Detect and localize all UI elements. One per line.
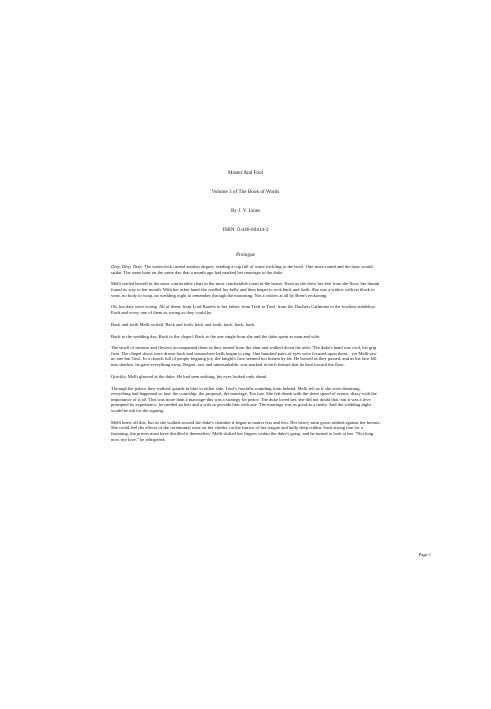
- book-title: Master And Fool: [227, 170, 264, 176]
- isbn-line: ISBN: 0-446-60414-3: [222, 227, 269, 233]
- front-matter: [0, 170, 491, 271]
- paragraph-text: Melli knew all this, but as she walked toward the duke's chamber it began to matter less and less. Her heavy satin gown rubbed against her breasts. She could feel the effects of the ceremonial wine on her cheeks, on the furrow of her tongue and belly deep within. Such strong fare for a fastening, the priests must have distilled it themselves. Melli shifted her fingers within the duke's grasp, and he turned to look at her. "Not long now, my love," he whispered.: [111, 419, 381, 442]
- paragraph-text: Oh, but they were wrong. All of them: from Lord Baralis to her father, from Traff to Tawl, from the Duchess Catherine to the lowliest stableboy. Each and every one of them as wrong as they could be.: [111, 304, 376, 315]
- paragraph: [111, 304, 381, 315]
- paragraph: [111, 264, 381, 275]
- paragraph: [111, 386, 381, 414]
- paragraph-text: Back to the wedding day. Back to the chapel. Back to the one single hour she and the duke spent as man and wife.: [111, 333, 321, 339]
- paragraph: [111, 345, 381, 367]
- paragraph: [111, 334, 381, 340]
- paragraph: [111, 281, 381, 298]
- author-line: By J. V. Jones: [230, 208, 261, 214]
- body-text: [111, 264, 381, 448]
- paragraph-text: The smell of incense and flowers accompanied them as they turned from the altar and walked down the aisle. The duke's hand was cool, his grip firm. The chapel doors were drawn back and somewhere bells began to ring. One hundred pairs of eyes were focused upon them, , yet Melli saw no one but Tawl. In a church full of people feigning joy, the knight's face seemed too honest by far. He bowed as they passed, and as his face fell into shadow, he gave everything away. Regret, raw and unmistakable, was marked in each feature that he bent toward the floor.: [111, 345, 377, 368]
- paragraph-text: Through the palace they walked, guards in blue to either side, Tawl's footfalls sounding from behind. Melli felt as if she were dreaming, everything had happened so fast: the courtship, the proposal, the marriage. Too fast. She felt drunk with the sheer speed of events, dizzy with the importance of it all. This was more than a marriage-this was a strategy for peace. The duke loved her, she did not doubt that, but it was a love prompted by expediency: he needed an heir and a wife to provide him with one. The marriage was as good as a treaty. And the wedding night would be ink for the signing.: [111, 385, 377, 413]
- paragraph-text: Melli settled herself in the most comfortable chair in the most comfortable room in the house. Even as she drew her feet from the floor, her thumb found its way to her mouth. With her other hand she cradled her belly and then began to rock back and forth. She was a widow with no black to wear, no body to wrap, no wedding night to remember through the mourning. Not a widow at all by Bren's reckoning.: [111, 281, 380, 298]
- paragraph-lead-italic: Drip. Drip. Drip.: [111, 264, 143, 269]
- volume-line: Volume 3 of The Book of Words: [211, 189, 280, 195]
- paragraph: [111, 322, 381, 328]
- paragraph-text: The waterclock turned another degree, sending a cup full of water trickling to the bowl. One more round and the hour would strike. The same hour on the same day that a month ago had marked her marriage to the duke.: [111, 264, 373, 275]
- section-heading: Prologue: [236, 252, 255, 258]
- paragraph-text: Back and forth Melli rocked. Back and forth, back and forth, back, back, back.: [111, 321, 256, 327]
- page-number: Page 1: [418, 552, 431, 557]
- paragraph: [111, 420, 381, 442]
- paragraph-text: Quickly, Melli glanced at the duke. He had seen nothing; his eyes looked only ahead.: [111, 373, 268, 379]
- paragraph: [111, 374, 381, 380]
